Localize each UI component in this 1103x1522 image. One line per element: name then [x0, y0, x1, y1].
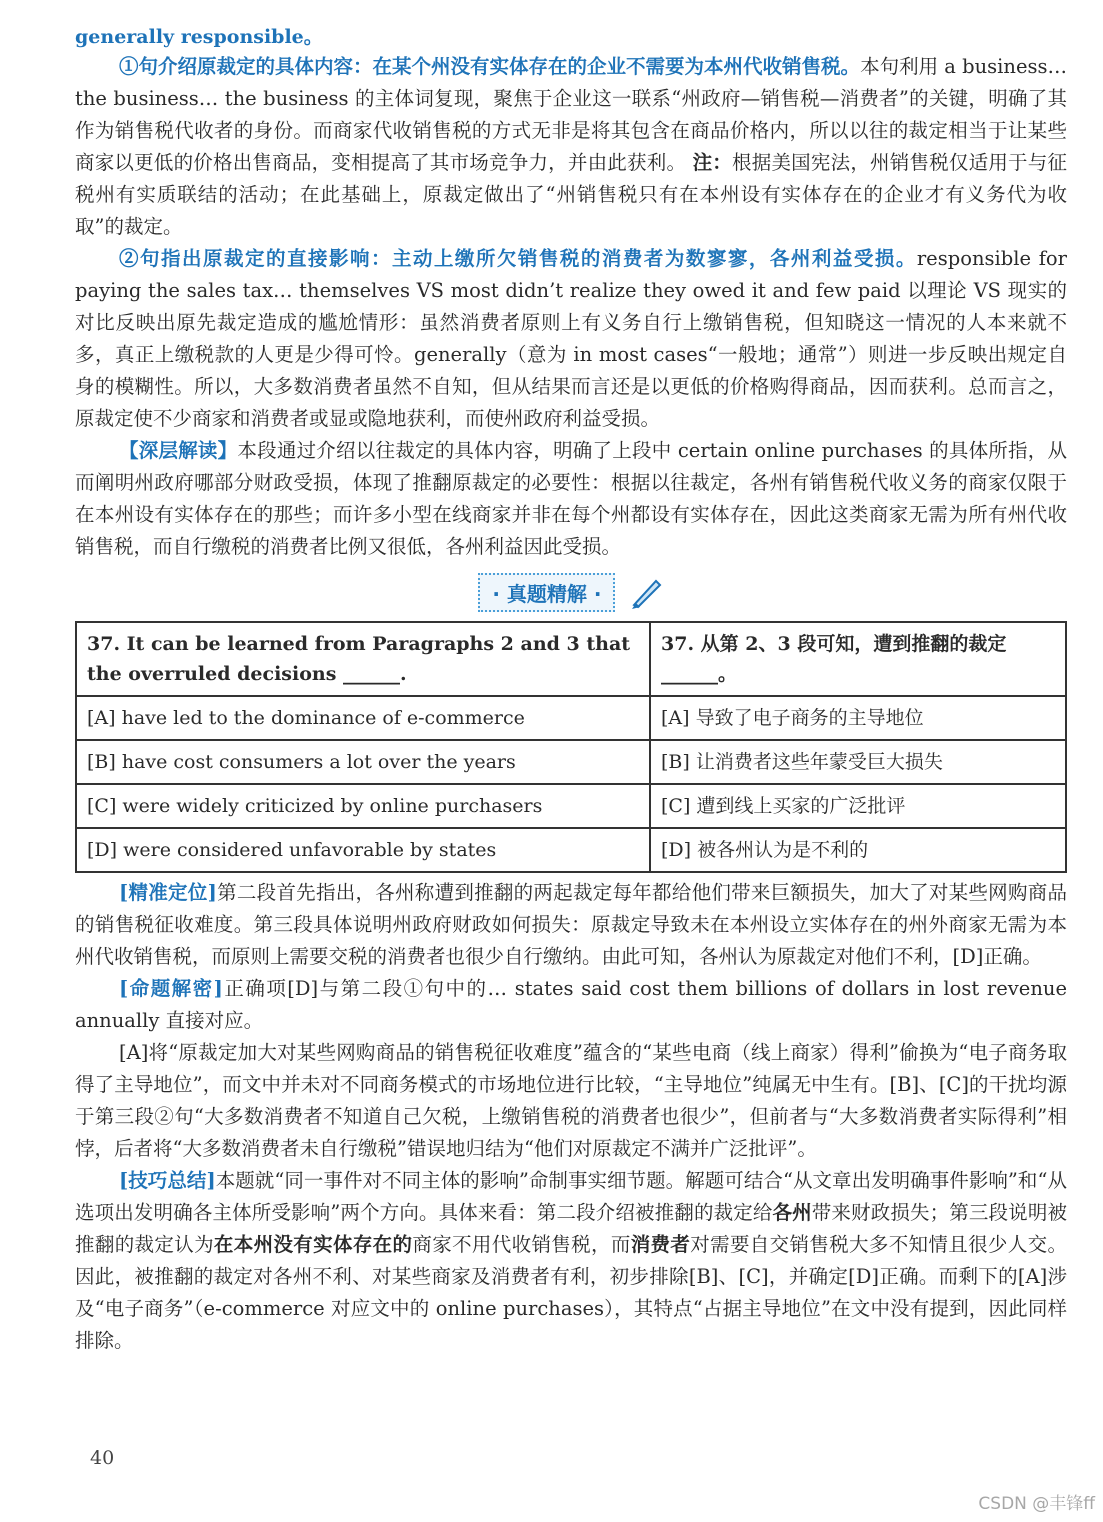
sentence1-label: ①句介绍原裁定的具体内容：在某个州没有实体存在的企业不需要为本州代收销售税。 [119, 55, 861, 78]
table-row [76, 740, 1066, 784]
option-b-en: [B] have cost consumers a lot over the years [76, 740, 650, 784]
option-a-en: [A] have led to the dominance of e-commerce [76, 696, 650, 740]
deep-reading-text: 本段通过介绍以往裁定的具体内容，明确了上段中 certain online purchases 的具体所指，从而阐明州政府哪部分财政受损，体现了推翻原裁定的必要性：根据以往裁定，各州有销售税代收义务的商家仅限于在本州设有实体存在的那些；而许多小型在线商家并非在每个州都设有实体存在，因此这类商家无需为所有州代收销售税，而自行缴税的消费者比例又很低，各州利益因此受损。 [75, 439, 1067, 558]
precise-location-text: 第二段首先指出，各州称遭到推翻的两起裁定每年都给他们带来巨额损失，加大了对某些网购商品的销售税征收难度。第三段具体说明州政府财政如何损失：原裁定导致未在本州设立实体存在的州外商家无需为本州代收销售税，而原则上需要交税的消费者也很少自行缴纳。由此可知，各州认为原裁定对他们不利，[D]正确。 [75, 881, 1067, 968]
page-number: 40 [90, 1447, 115, 1469]
option-b-zh: [B] 让消费者这些年蒙受巨大损失 [650, 740, 1066, 784]
page-content [75, 22, 1067, 1357]
sentence2-text: responsible for paying the sales tax… themselves VS most didn’t realize they owed it and few paid 以理论 VS 现实的对比反映出原先裁定造成的尴尬情形：虽然消费者原则上有义务自行上缴销售税，但知晓这一情况的人本来就不多，真正上缴税款的人更是少得可怜。generally（意为 in most cases“一般地；通常”）则进一步反映出规定自身的模糊性。所以，大多数消费者虽然不自知，但从结果而言还是以更低的价格购得商品，因而获利。总而言之，原裁定使不少商家和消费者或显或隐地获利，而使州政府利益受损。 [75, 247, 1067, 430]
table-row [76, 696, 1066, 740]
option-d-zh: [D] 被各州认为是不利的 [650, 828, 1066, 872]
skill-bold-1: 各州 [772, 1201, 812, 1224]
question-stem-en: 37. It can be learned from Paragraphs 2 and 3 that the overruled decisions ______. [76, 622, 650, 696]
precise-location [75, 877, 1067, 973]
question-table [75, 621, 1067, 873]
table-row [76, 828, 1066, 872]
skill-summary [75, 1165, 1067, 1357]
note-text: 根据美国宪法，州销售税仅适用于与征税州有实质联结的活动；在此基础上，原裁定做出了“州销售税只有在本州设有实体存在的企业才有义务代为收取”的裁定。 [75, 151, 1067, 238]
deep-reading-label: 【深层解读】 [119, 439, 238, 462]
question-decode-label: [命题解密] [119, 977, 223, 1000]
option-c-en: [C] were widely criticized by online purchasers [76, 784, 650, 828]
skill-bold-3: 消费者 [630, 1233, 691, 1256]
watermark: CSDN @丰锋ff [978, 1494, 1095, 1514]
deep-reading [75, 435, 1067, 563]
question-decode [75, 973, 1067, 1037]
skill-text-1: 本题就“同一事件对不同主体的影响”命制事实细节题。解题可结合“从文章出发明确事件影响”和“从选项出发明确各主体所受影响”两个方向。具体来看：第二段介绍被推翻的裁定给 [75, 1169, 1067, 1224]
continuation-heading: generally responsible。 [75, 26, 323, 48]
note-label: 注： [692, 151, 733, 174]
section-title: · 真题精解 · [478, 573, 615, 612]
skill-bold-2: 在本州没有实体存在的 [213, 1233, 413, 1256]
distractor-analysis: [A]将“原裁定加大对某些网购商品的销售税征收难度”蕴含的“某些电商（线上商家）得利”偷换为“电子商务取得了主导地位”，而文中并未对不同商务模式的市场地位进行比较，“主导地位”纯属无中生有。[B]、[C]的干扰均源于第三段②句“大多数消费者不知道自己欠税，上缴销售税的消费者也很少”，但前者与“大多数消费者实际得利”相悖，后者将“大多数消费者未自行缴税”错误地归结为“他们对原裁定不满并广泛批评”。 [75, 1041, 1067, 1160]
option-a-zh: [A] 导致了电子商务的主导地位 [650, 696, 1066, 740]
pen-icon [628, 575, 664, 616]
table-row [76, 622, 1066, 696]
sentence2-label: ②句指出原裁定的直接影响：主动上缴所欠销售税的消费者为数寥寥，各州利益受损。 [119, 247, 917, 270]
table-row [76, 784, 1066, 828]
sentence2-analysis [75, 243, 1067, 435]
skill-text-3: 商家不用代收销售税，而 [412, 1233, 631, 1256]
option-c-zh: [C] 遭到线上买家的广泛批评 [650, 784, 1066, 828]
skill-text-4: 对需要自交销售税大多不知情且很少人交。因此，被推翻的裁定对各州不利、对某些商家及消费者有利，初步排除[B]、[C]，并确定[D]正确。而剩下的[A]涉及“电子商务”（e-commerce 对应文中的 online purchases），其特点“占据主导地位”在文中没有提到，因此同样排除。 [75, 1233, 1067, 1352]
sentence1-text: 本句利用 a business… the business… the business 的主体词复现，聚焦于企业这一联系“州政府—销售税—消费者”的关键，明确了其作为销售税代收者的身份。而商家代收销售税的方式无非是将其包含在商品价格内，所以以往的裁定相当于让某些商家以更低的价格出售商品，变相提高了其市场竞争力，并由此获利。 [75, 55, 1067, 174]
section-title-wrap [75, 573, 1067, 613]
question-decode-text: 正确项[D]与第二段①句中的… states said cost them billions of dollars in lost revenue annually 直接对应。 [75, 977, 1067, 1032]
option-d-en: [D] were considered unfavorable by states [76, 828, 650, 872]
sentence1-analysis [75, 51, 1067, 243]
skill-summary-label: [技巧总结] [119, 1169, 216, 1192]
skill-text-2: 带来财政损失；第三段说明被推翻的裁定认为 [75, 1201, 1067, 1256]
question-stem-zh: 37. 从第 2、3 段可知，遭到推翻的裁定______。 [650, 622, 1066, 696]
precise-location-label: [精准定位] [119, 881, 217, 904]
